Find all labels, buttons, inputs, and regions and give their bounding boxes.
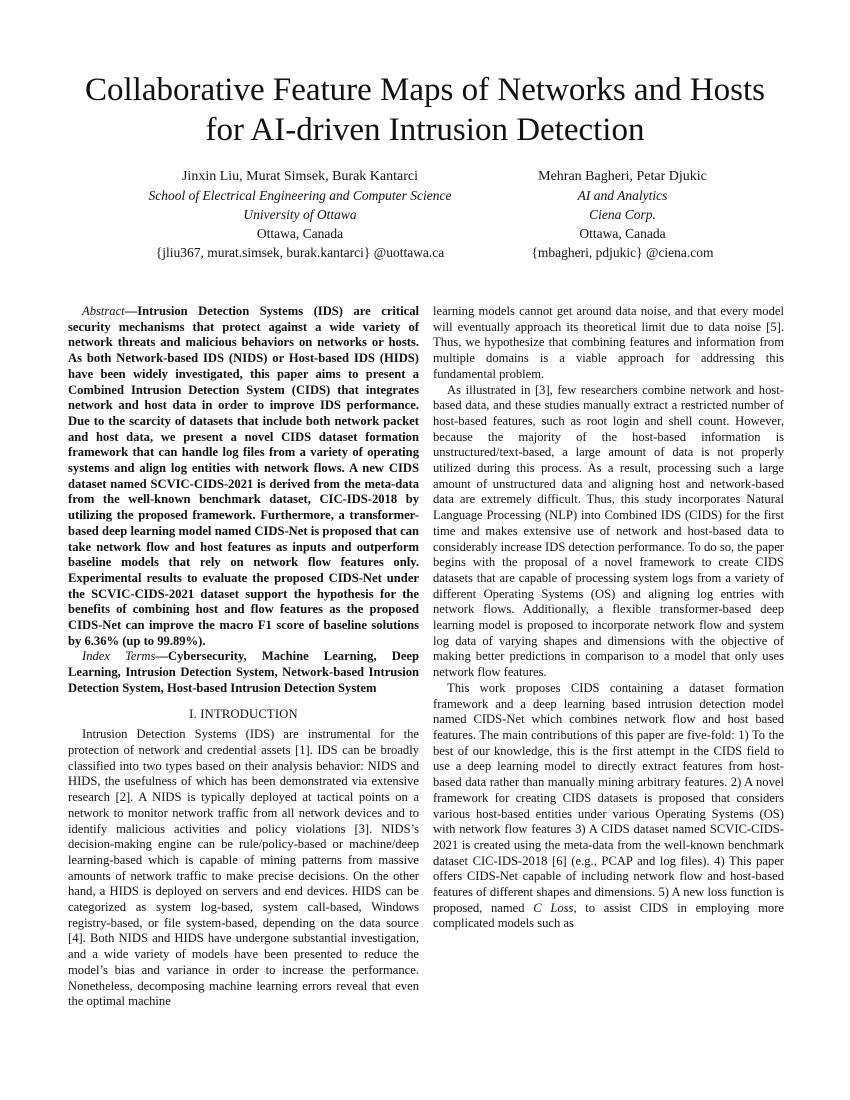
index-terms-label: Index Terms <box>82 649 156 664</box>
left-column <box>68 304 419 1010</box>
author-email-right: {mbagheri, pdjukic} @ciena.com <box>531 245 714 260</box>
intro-paragraph-1: Intrusion Detection Systems (IDS) are instrumental for the protection of network and credential assets [1]. IDS can be broadly classified into two types based on their analysis behavior: NIDS and HIDS, the usefulness of which has been demonstrated via extensive research [2]. A NIDS is typically deployed at tactical points on a network to monitor network traffic from all network devices and to identify malicious activities and policy violations [3]. NIDS’s decision-making engine can be rule/policy-based or machine/deep learning-based which is capable of mining patterns from massive amounts of network traffic to make precise decisions. On the other hand, a HIDS is deployed on servers and end devices. HIDS can be categorized as system log-based, system call-based, Windows registry-based, or file system-based, depending on the data source [4]. Both NIDS and HIDS have undergone substantial investigation, and a wide variety of models have been presented to reduce the model’s bias and variance in order to increase the performance. Nonetheless, decomposing machine learning errors reveal that even the optimal machine <box>68 727 419 1009</box>
author-univ-left: University of Ottawa <box>243 207 357 222</box>
title-line-2: for AI-driven Intrusion Detection <box>205 112 645 148</box>
author-location-left: Ottawa, Canada <box>256 226 344 241</box>
author-block-left <box>110 167 490 262</box>
closs-term: C Loss <box>533 900 574 915</box>
right-column <box>433 304 784 932</box>
author-names-right: Mehran Bagheri, Petar Djukic <box>538 169 707 184</box>
section-heading-introduction: I. INTRODUCTION <box>189 706 298 721</box>
intro-paragraph-3-part-b: , to assist CIDS in employing more complicated models such as <box>433 900 784 931</box>
abstract <box>68 304 419 649</box>
author-names-left: Jinxin Liu, Murat Simsek, Burak Kantarci <box>181 169 419 184</box>
author-location-right: Ottawa, Canada <box>579 226 666 241</box>
title-line-1: Collaborative Feature Maps of Networks and Hosts <box>84 72 766 108</box>
intro-paragraph-2: As illustrated in [3], few researchers combine network and host-based data, and these studies manually extract a restricted number of host-based features, such as root login and shell count. However, because the majority of the host-based information is unstructured/text-based, a large amount of data is not properly utilized during this process. As a result, processing such a large amount of unstructured data and aligning host and network-based data are extremely difficult. Thus, this study incorporates Natural Language Processing (NLP) into Combined IDS (CIDS) for the first time and makes extensive use of network and host-based data to considerably increase IDS detection performance. To do so, the paper begins with the proposal of a novel framework to create CIDS datasets that are capable of processing system logs from a variety of different Operating Systems (OS) and aligning log entries with network flows. Additionally, a flexible transformer-based deep learning model is proposed to incorporate network flow and system log data of varying shapes and dimensions with the objective of making better predictions in comparison to a model that only uses network flow features. <box>433 382 784 680</box>
author-dept-right: AI and Analytics <box>577 188 668 203</box>
index-terms <box>68 649 419 696</box>
author-email-left: {jliu367, murat.simsek, burak.kantarci} @uottawa.ca <box>155 245 445 260</box>
author-block-right <box>500 167 745 262</box>
abstract-text: —Intrusion Detection Systems (IDS) are critical security mechanisms that protect against a wide variety of network threats and malicious behaviors on networks or hosts. As both Network-based IDS (NIDS) or Host-based IDS (HIDS) have been widely investigated, this paper aims to present a Combined Intrusion Detection System (CIDS) that integrates network and host data in order to improve IDS performance. Due to the scarcity of datasets that include both network packet and host data, we present a novel CIDS dataset formation framework that can handle log files from a variety of operating systems and align log entities with network flows. A new CIDS dataset named SCVIC-CIDS-2021 is derived from the meta-data from the well-known benchmark dataset, CIC-IDS-2018 by utilizing the proposed framework. Furthermore, a transformer-based deep learning model named CIDS-Net is proposed that can take network flow and host features as inputs and outperform baseline models that rely on network flow features only. Experimental results to evaluate the proposed CIDS-Net under the SCVIC-CIDS-2021 dataset support the hypothesis for the benefits of combining host and flow features as the proposed CIDS-Net can improve the macro F1 score of baseline solutions by 6.36% (up to 99.89%). <box>68 304 419 648</box>
intro-paragraph-3 <box>433 681 784 932</box>
abstract-label: Abstract <box>82 304 125 318</box>
paper-title <box>40 70 810 150</box>
author-dept-left: School of Electrical Engineering and Computer Science <box>148 188 452 203</box>
author-org-right: Ciena Corp. <box>589 207 656 222</box>
intro-paragraph-3-part-a: This work proposes CIDS containing a dataset formation framework and a deep learning based intrusion detection model named CIDS-Net which combines network flow and host based features. The main contributions of this paper are five-fold: 1) To the best of our knowledge, this is the first attempt in the CIDS field to use a deep learning model to directly extract features from host-based data rather than manually mining arbitrary features. 2) A novel framework for creating CIDS datasets is proposed that considers various host-based entities under various Operating Systems (OS) with network flow features 3) A CIDS dataset named SCVIC-CIDS-2021 is created using the meta-data from the well-known benchmark dataset CIC-IDS-2018 [6] (e.g., PCAP and log files). 4) This paper offers CIDS-Net capable of including network flow and host-based features of different shapes and dimensions. 5) A new loss function is proposed, named <box>433 680 784 915</box>
index-terms-text: —Cybersecurity, Machine Learning, Deep Learning, Intrusion Detection System, Network-based Intrusion Detection System, Host-based Intrusion Detection System <box>68 649 420 695</box>
intro-paragraph-1-continued: learning models cannot get around data noise, and that every model will eventually approach its theoretical limit due to data noise [5]. Thus, we hypothesize that combining features and information from multiple domains is a viable approach for addressing this fundamental problem. <box>433 304 784 381</box>
